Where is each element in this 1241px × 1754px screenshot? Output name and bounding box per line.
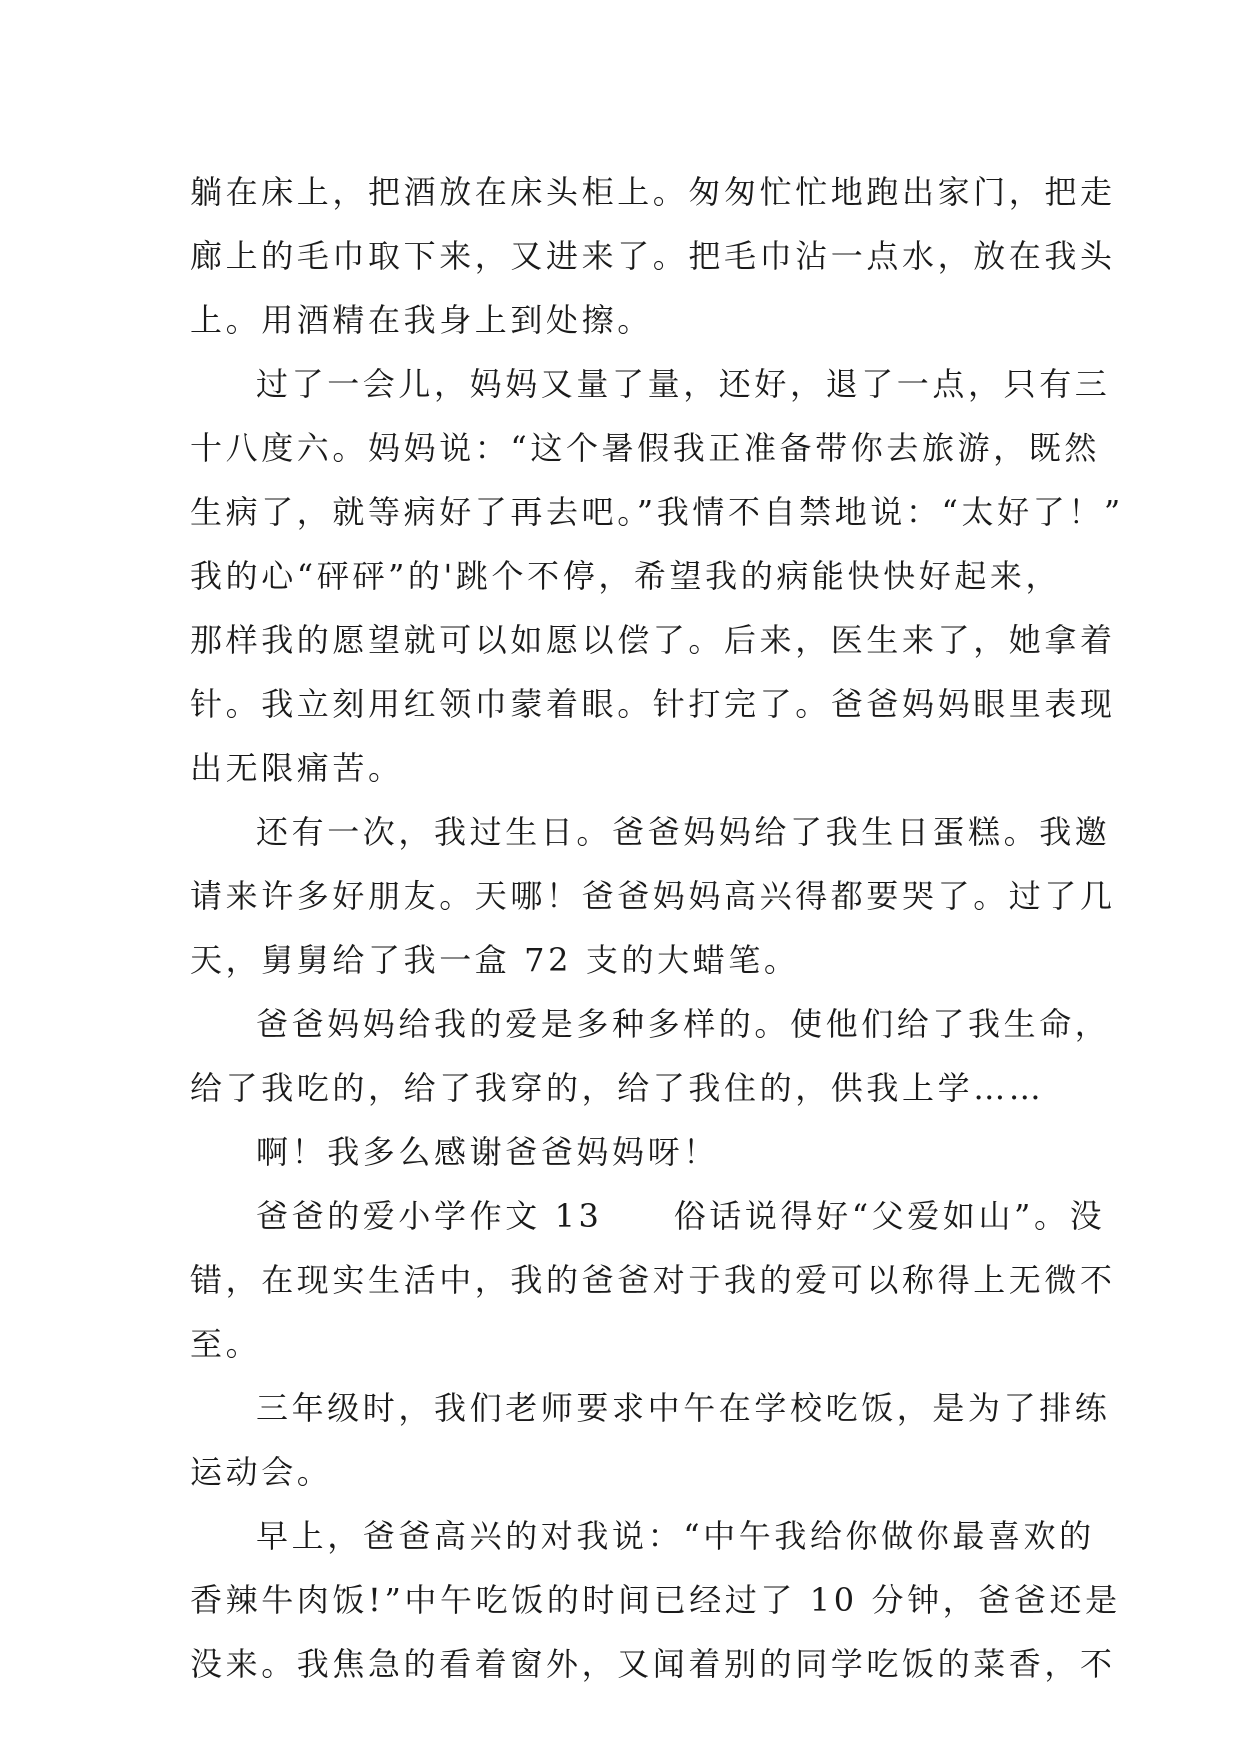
text-line: 那样我的愿望就可以如愿以偿了。后来，医生来了，她拿着 (190, 621, 1116, 659)
text-line: 请来许多好朋友。天哪！爸爸妈妈高兴得都要哭了。过了几 (190, 877, 1116, 915)
text-line: 还有一次，我过生日。爸爸妈妈给了我生日蛋糕。我邀 (256, 813, 1111, 851)
text-line: 三年级时，我们老师要求中午在学校吃饭，是为了排练 (256, 1389, 1111, 1427)
text-line: 爸爸妈妈给我的爱是多种多样的。使他们给了我生命， (256, 1005, 1111, 1043)
essay-body (190, 160, 1124, 1696)
text-line: 运动会。 (190, 1453, 333, 1491)
text-line: 没来。我焦急的看着窗外，又闻着别的同学吃饭的菜香，不 (190, 1645, 1116, 1683)
text-line: 啊！我多么感谢爸爸妈妈呀！ (256, 1133, 719, 1171)
text-line: 早上，爸爸高兴的对我说：“中午我给你做你最喜欢的 (256, 1517, 1095, 1555)
text-line: 爸爸的爱小学作文 13 俗话说得好“父爱如山”。没 (256, 1197, 1106, 1235)
text-line: 天，舅舅给了我一盒 72 支的大蜡笔。 (190, 941, 800, 979)
text-line: 我的心“砰砰”的'跳个不停，希望我的病能快快好起来， (190, 557, 1062, 595)
text-line: 出无限痛苦。 (190, 749, 404, 787)
text-line: 过了一会儿，妈妈又量了量，还好，退了一点，只有三 (256, 365, 1111, 403)
text-line: 针。我立刻用红领巾蒙着眼。针打完了。爸爸妈妈眼里表现 (190, 685, 1116, 723)
text-line: 给了我吃的，给了我穿的，给了我住的，供我上学…… (190, 1069, 1045, 1107)
text-line: 错，在现实生活中，我的爸爸对于我的爱可以称得上无微不 (190, 1261, 1116, 1299)
text-line: 廊上的毛巾取下来，又进来了。把毛巾沾一点水，放在我头 (190, 237, 1116, 275)
text-line: 生病了，就等病好了再去吧。”我情不自禁地说：“太好了！” (190, 493, 1124, 531)
text-line: 至。 (190, 1325, 262, 1363)
text-line: 躺在床上，把酒放在床头柜上。匆匆忙忙地跑出家门，把走 (190, 173, 1116, 211)
text-line: 上。用酒精在我身上到处擦。 (190, 301, 653, 339)
text-line: 香辣牛肉饭!”中午吃饭的时间已经过了 10 分钟，爸爸还是 (190, 1581, 1121, 1619)
text-line: 十八度六。妈妈说：“这个暑假我正准备带你去旅游，既然 (190, 429, 1100, 467)
